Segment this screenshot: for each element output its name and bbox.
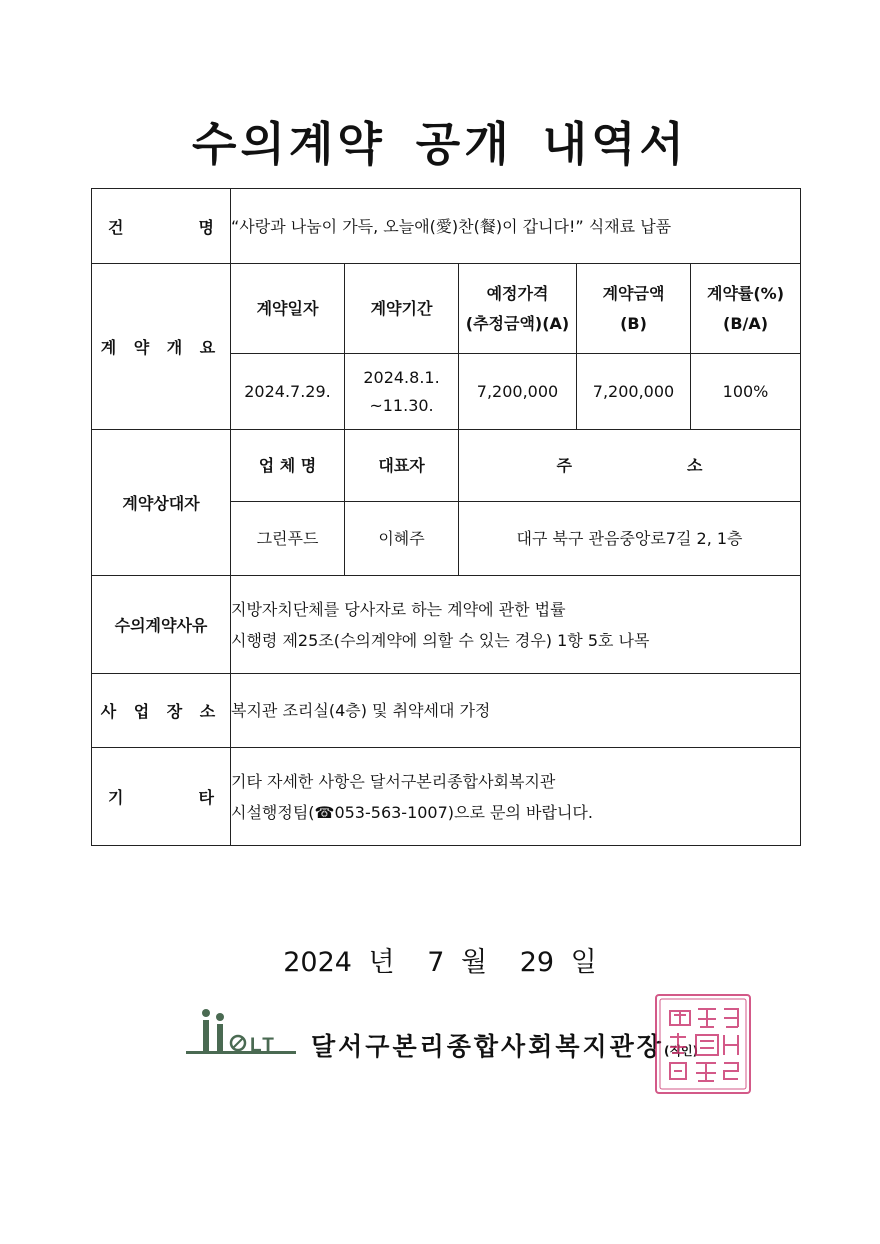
header-representative: 대표자 [345,430,459,502]
official-seal-icon [652,991,754,1097]
subject-label: 건 명 [92,189,231,264]
contract-date-value: 2024.7.29. [231,354,345,430]
site-value: 복지관 조리실(4층) 및 취약세대 가정 [231,674,801,748]
date-day: 29 [519,947,555,978]
reason-value: 지방자치단체를 당사자로 하는 계약에 관한 법률 시행령 제25조(수의계약에 의할 수 있는 경우) 1항 5호 나목 [231,576,801,674]
subject-row [92,189,801,264]
svg-text:LT: LT [250,1035,276,1056]
contractor-label: 계약상대자 [92,430,231,576]
header-contract-amount: 계약금액 (B) [577,264,691,354]
organization-head-name: 달서구본리종합사회복지관장(직인) [311,1032,699,1061]
seal-note: (직인) [663,1044,699,1058]
site-label: 사 업 장 소 [92,674,231,748]
representative-value: 이혜주 [345,502,459,576]
header-estimated-price: 예정가격 (추정금액)(A) [459,264,577,354]
overview-label: 계 약 개 요 [92,264,231,430]
date-day-unit: 일 [570,947,597,978]
welfare-center-logo-icon [186,1005,298,1065]
header-contract-period: 계약기간 [345,264,459,354]
reason-label: 수의계약사유 [92,576,231,674]
subject-value: “사랑과 나눔이 가득, 오늘애(愛)찬(餐)이 갑니다!” 식재료 납품 [231,189,801,264]
contractor-header-row [92,430,801,502]
overview-header-row [92,264,801,354]
reason-row [92,576,801,674]
contract-rate-value: 100% [691,354,801,430]
document-title: 수의계약 공개 내역서 [192,117,688,171]
company-value: 그린푸드 [231,502,345,576]
date-year-unit: 년 [368,947,395,978]
header-address: 주 소 [459,430,801,502]
etc-row [92,748,801,846]
etc-value: 기타 자세한 사항은 달서구본리종합사회복지관 시설행정팀(☎053-563-1007)으로 문의 바랍니다. [231,748,801,846]
date-month-unit: 월 [461,947,488,978]
estimated-price-value: 7,200,000 [459,354,577,430]
contract-period-value: 2024.8.1. ~11.30. [345,354,459,430]
contract-table [91,188,801,846]
header-company: 업 체 명 [231,430,345,502]
signature-block [186,1005,786,1085]
etc-label: 기 타 [92,748,231,846]
address-value: 대구 북구 관음중앙로7길 2, 1층 [459,502,801,576]
document-date [0,940,880,979]
header-contract-rate: 계약률(%) (B/A) [691,264,801,354]
header-contract-date: 계약일자 [231,264,345,354]
site-row [92,674,801,748]
date-year: 2024 [283,947,352,978]
contract-amount-value: 7,200,000 [577,354,691,430]
date-month: 7 [427,947,445,978]
